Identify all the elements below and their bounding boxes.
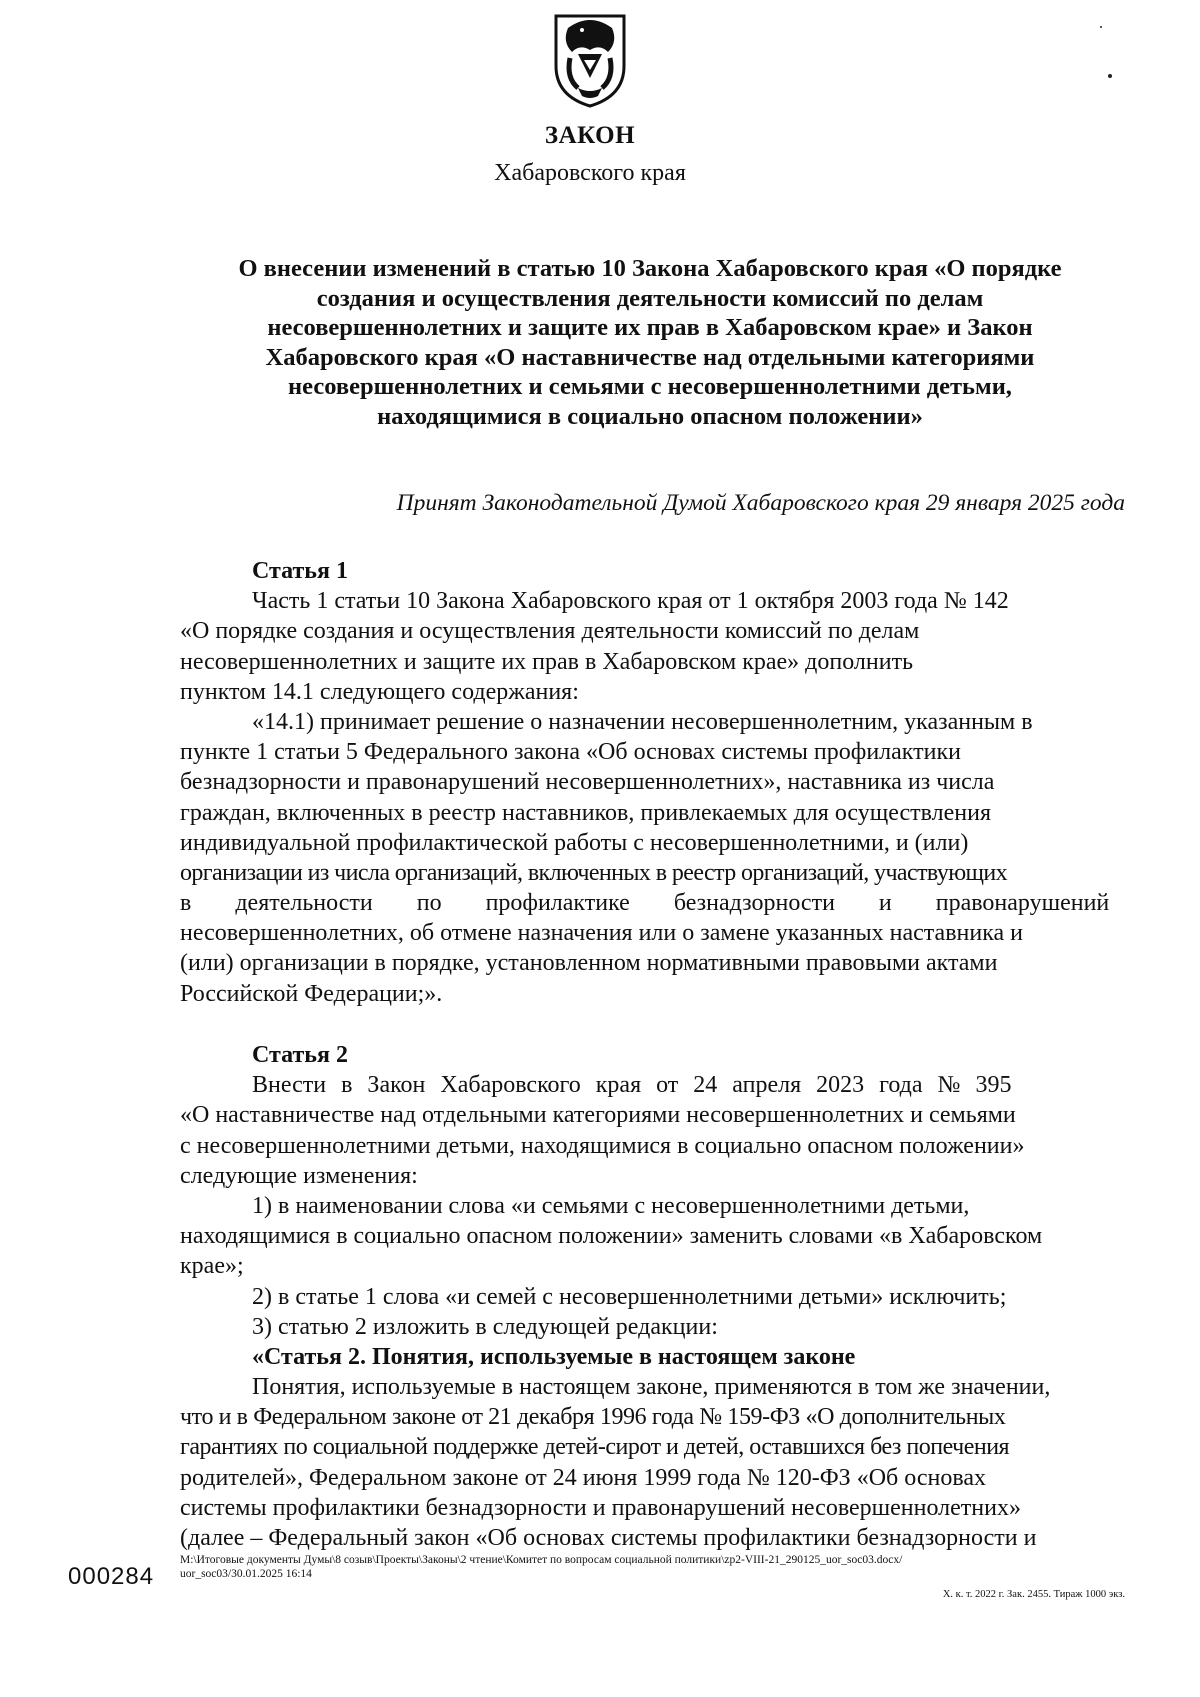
text-line: (или) организации в порядке, установленном нормативными правовыми актами bbox=[180, 950, 998, 977]
text-line: Часть 1 статьи 10 Закона Хабаровского края от 1 октября 2003 года № 142 bbox=[252, 588, 1009, 615]
text-line: несовершеннолетних и защите их прав в Хабаровском крае» дополнить bbox=[180, 648, 914, 675]
file-path-line: uor_soc03/30.01.2025 16:14 bbox=[180, 1568, 312, 1580]
text-line: несовершеннолетних, об отмене назначения или о замене указанных наставника и bbox=[180, 920, 1023, 947]
text-line: (далее – Федеральный закон «Об основах системы профилактики безнадзорности и bbox=[180, 1525, 1037, 1551]
law-heading bbox=[200, 254, 1100, 431]
text-line: следующие изменения: bbox=[180, 1162, 418, 1189]
text-line: пункте 1 статьи 5 Федерального закона «Об основах системы профилактики bbox=[180, 739, 961, 766]
file-path bbox=[180, 1553, 1125, 1581]
law-region: Хабаровского края bbox=[494, 160, 686, 186]
text-line: системы профилактики безнадзорности и правонарушений несовершеннолетних» bbox=[180, 1494, 1021, 1521]
scan-speck bbox=[1108, 74, 1112, 78]
coat-of-arms-emblem bbox=[548, 8, 632, 108]
text-line: 2) в статье 1 слова «и семей с несовершеннолетними детьми» исключить; bbox=[252, 1283, 1007, 1310]
heading-line: О внесении изменений в статью 10 Закона Хабаровского края «О порядке bbox=[238, 255, 1062, 282]
article-2 bbox=[180, 1040, 1125, 1553]
text-line: с несовершеннолетними детьми, находящимися в социально опасном положении» bbox=[180, 1132, 1025, 1159]
text-line: родителей», Федеральном законе от 24 июня 1999 года № 120-ФЗ «Об основах bbox=[180, 1464, 986, 1491]
heading-line: находящимися в социально опасном положении» bbox=[377, 402, 923, 430]
heading-line: несовершеннолетних и семьями с несовершеннолетними детьми, bbox=[288, 373, 1012, 400]
text-line: «О порядке создания и осуществления деятельности комиссий по делам bbox=[180, 618, 920, 645]
article-title: Статья 1 bbox=[252, 558, 348, 584]
text-line: находящимися в социально опасном положении» заменить словами «в Хабаровском bbox=[180, 1223, 1043, 1250]
law-label: ЗАКОН bbox=[544, 122, 636, 149]
text-line: крае»; bbox=[180, 1253, 244, 1280]
text-line: 1) в наименовании слова «и семьями с несовершеннолетними детьми, bbox=[252, 1192, 970, 1219]
text-line: «О наставничестве над отдельными категориями несовершеннолетних и семьями bbox=[180, 1102, 1016, 1129]
file-path-line: M:\Итоговые документы Думы\8 созыв\Проекты\Законы\2 чтение\Комитет по вопросам социальной политики\zp2-VIII-21_290125_uor_soc03.docx/ bbox=[180, 1554, 903, 1566]
heading-line: Хабаровского края «О наставничестве над отдельными категориями bbox=[265, 343, 1035, 371]
text-line: Внести в Закон Хабаровского края от 24 апреля 2023 года № 395 bbox=[252, 1072, 1012, 1099]
text-line: что и в Федеральном законе от 21 декабря 1996 года № 159-ФЗ «О дополнительных bbox=[180, 1404, 1006, 1431]
text-line: Российской Федерации;». bbox=[180, 980, 443, 1007]
article-title: Статья 2 bbox=[252, 1042, 348, 1068]
heading-line: несовершеннолетних и защите их прав в Хабаровском крае» и Закон bbox=[267, 314, 1033, 341]
text-line: пунктом 14.1 следующего содержания: bbox=[180, 678, 579, 705]
article-1 bbox=[180, 556, 1125, 1009]
adoption-note: Принят Законодательной Думой Хабаровского края 29 января 2025 года bbox=[396, 490, 1125, 516]
scan-speck bbox=[1100, 26, 1102, 28]
text-line: Понятия, используемые в настоящем законе, применяются в том же значении, bbox=[252, 1374, 1051, 1401]
text-line: граждан, включенных в реестр наставников, привлекаемых для осуществления bbox=[180, 799, 991, 826]
text-line: «14.1) принимает решение о назначении несовершеннолетним, указанным в bbox=[252, 708, 1033, 735]
text-line: организации из числа организаций, включенных в реестр организаций, участвующих bbox=[180, 859, 1008, 886]
text-line: «Статья 2. Понятия, используемые в настоящем законе bbox=[252, 1343, 856, 1370]
document-number: 000284 bbox=[68, 1563, 155, 1590]
text-line: 3) статью 2 изложить в следующей редакции: bbox=[252, 1313, 718, 1340]
text-line: в деятельности по профилактике безнадзорности и правонарушений bbox=[180, 890, 1110, 917]
print-info: Х. к. т. 2022 г. Зак. 2455. Тираж 1000 экз. bbox=[942, 1589, 1125, 1600]
text-line: безнадзорности и правонарушений несовершеннолетних», наставника из числа bbox=[180, 769, 995, 796]
text-line: индивидуальной профилактической работы с несовершеннолетними, и (или) bbox=[180, 829, 969, 856]
text-line: гарантиях по социальной поддержке детей-сирот и детей, оставшихся без попечения bbox=[180, 1434, 1010, 1461]
heading-line: создания и осуществления деятельности комиссий по делам bbox=[316, 284, 984, 312]
